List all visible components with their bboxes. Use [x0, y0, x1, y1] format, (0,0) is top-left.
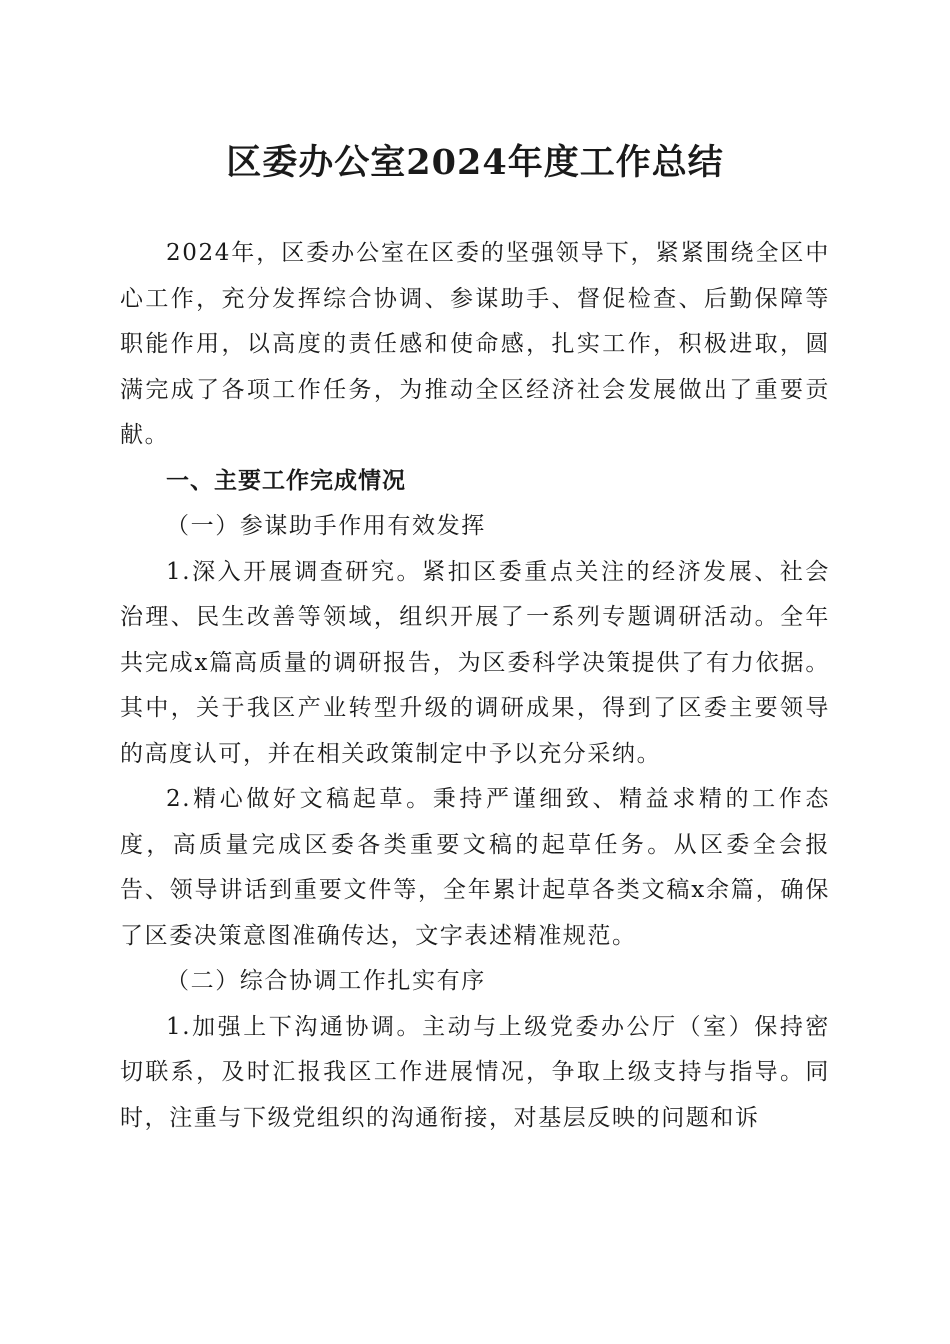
- paragraph-research: 1.深入开展调查研究。紧扣区委重点关注的经济发展、社会治理、民生改善等领域，组织开展了一系列专题调研活动。全年共完成x篇高质量的调研报告，为区委科学决策提供了有力依据。其中，关于我区产业转型升级的调研成果，得到了区委主要领导的高度认可，并在相关政策制定中予以充分采纳。: [120, 558, 830, 767]
- document-body: [120, 231, 830, 1141]
- subsection-heading-1: （一）参谋助手作用有效发挥: [166, 513, 486, 539]
- intro-paragraph: 2024年，区委办公室在区委的坚强领导下，紧紧围绕全区中心工作，充分发挥综合协调、参谋助手、督促检查、后勤保障等职能作用，以高度的责任感和使命感，扎实工作，积极进取，圆满完成了各项工作任务，为推动全区经济社会发展做出了重要贡献。: [120, 240, 830, 448]
- document-title: 区委办公室2024年度工作总结: [226, 142, 724, 183]
- subsection-heading-2: （二）综合协调工作扎实有序: [166, 968, 486, 994]
- section-heading-1: 一、主要工作完成情况: [166, 467, 406, 494]
- paragraph-drafting: 2.精心做好文稿起草。秉持严谨细致、精益求精的工作态度，高质量完成区委各类重要文稿的起草任务。从区委全会报告、领导讲话到重要文件等，全年累计起草各类文稿x余篇，确保了区委决策意图准确传达，文字表述精准规范。: [120, 786, 830, 949]
- paragraph-coordination: 1.加强上下沟通协调。主动与上级党委办公厅（室）保持密切联系，及时汇报我区工作进展情况，争取上级支持与指导。同时，注重与下级党组织的沟通衔接，对基层反映的问题和诉: [120, 1013, 830, 1131]
